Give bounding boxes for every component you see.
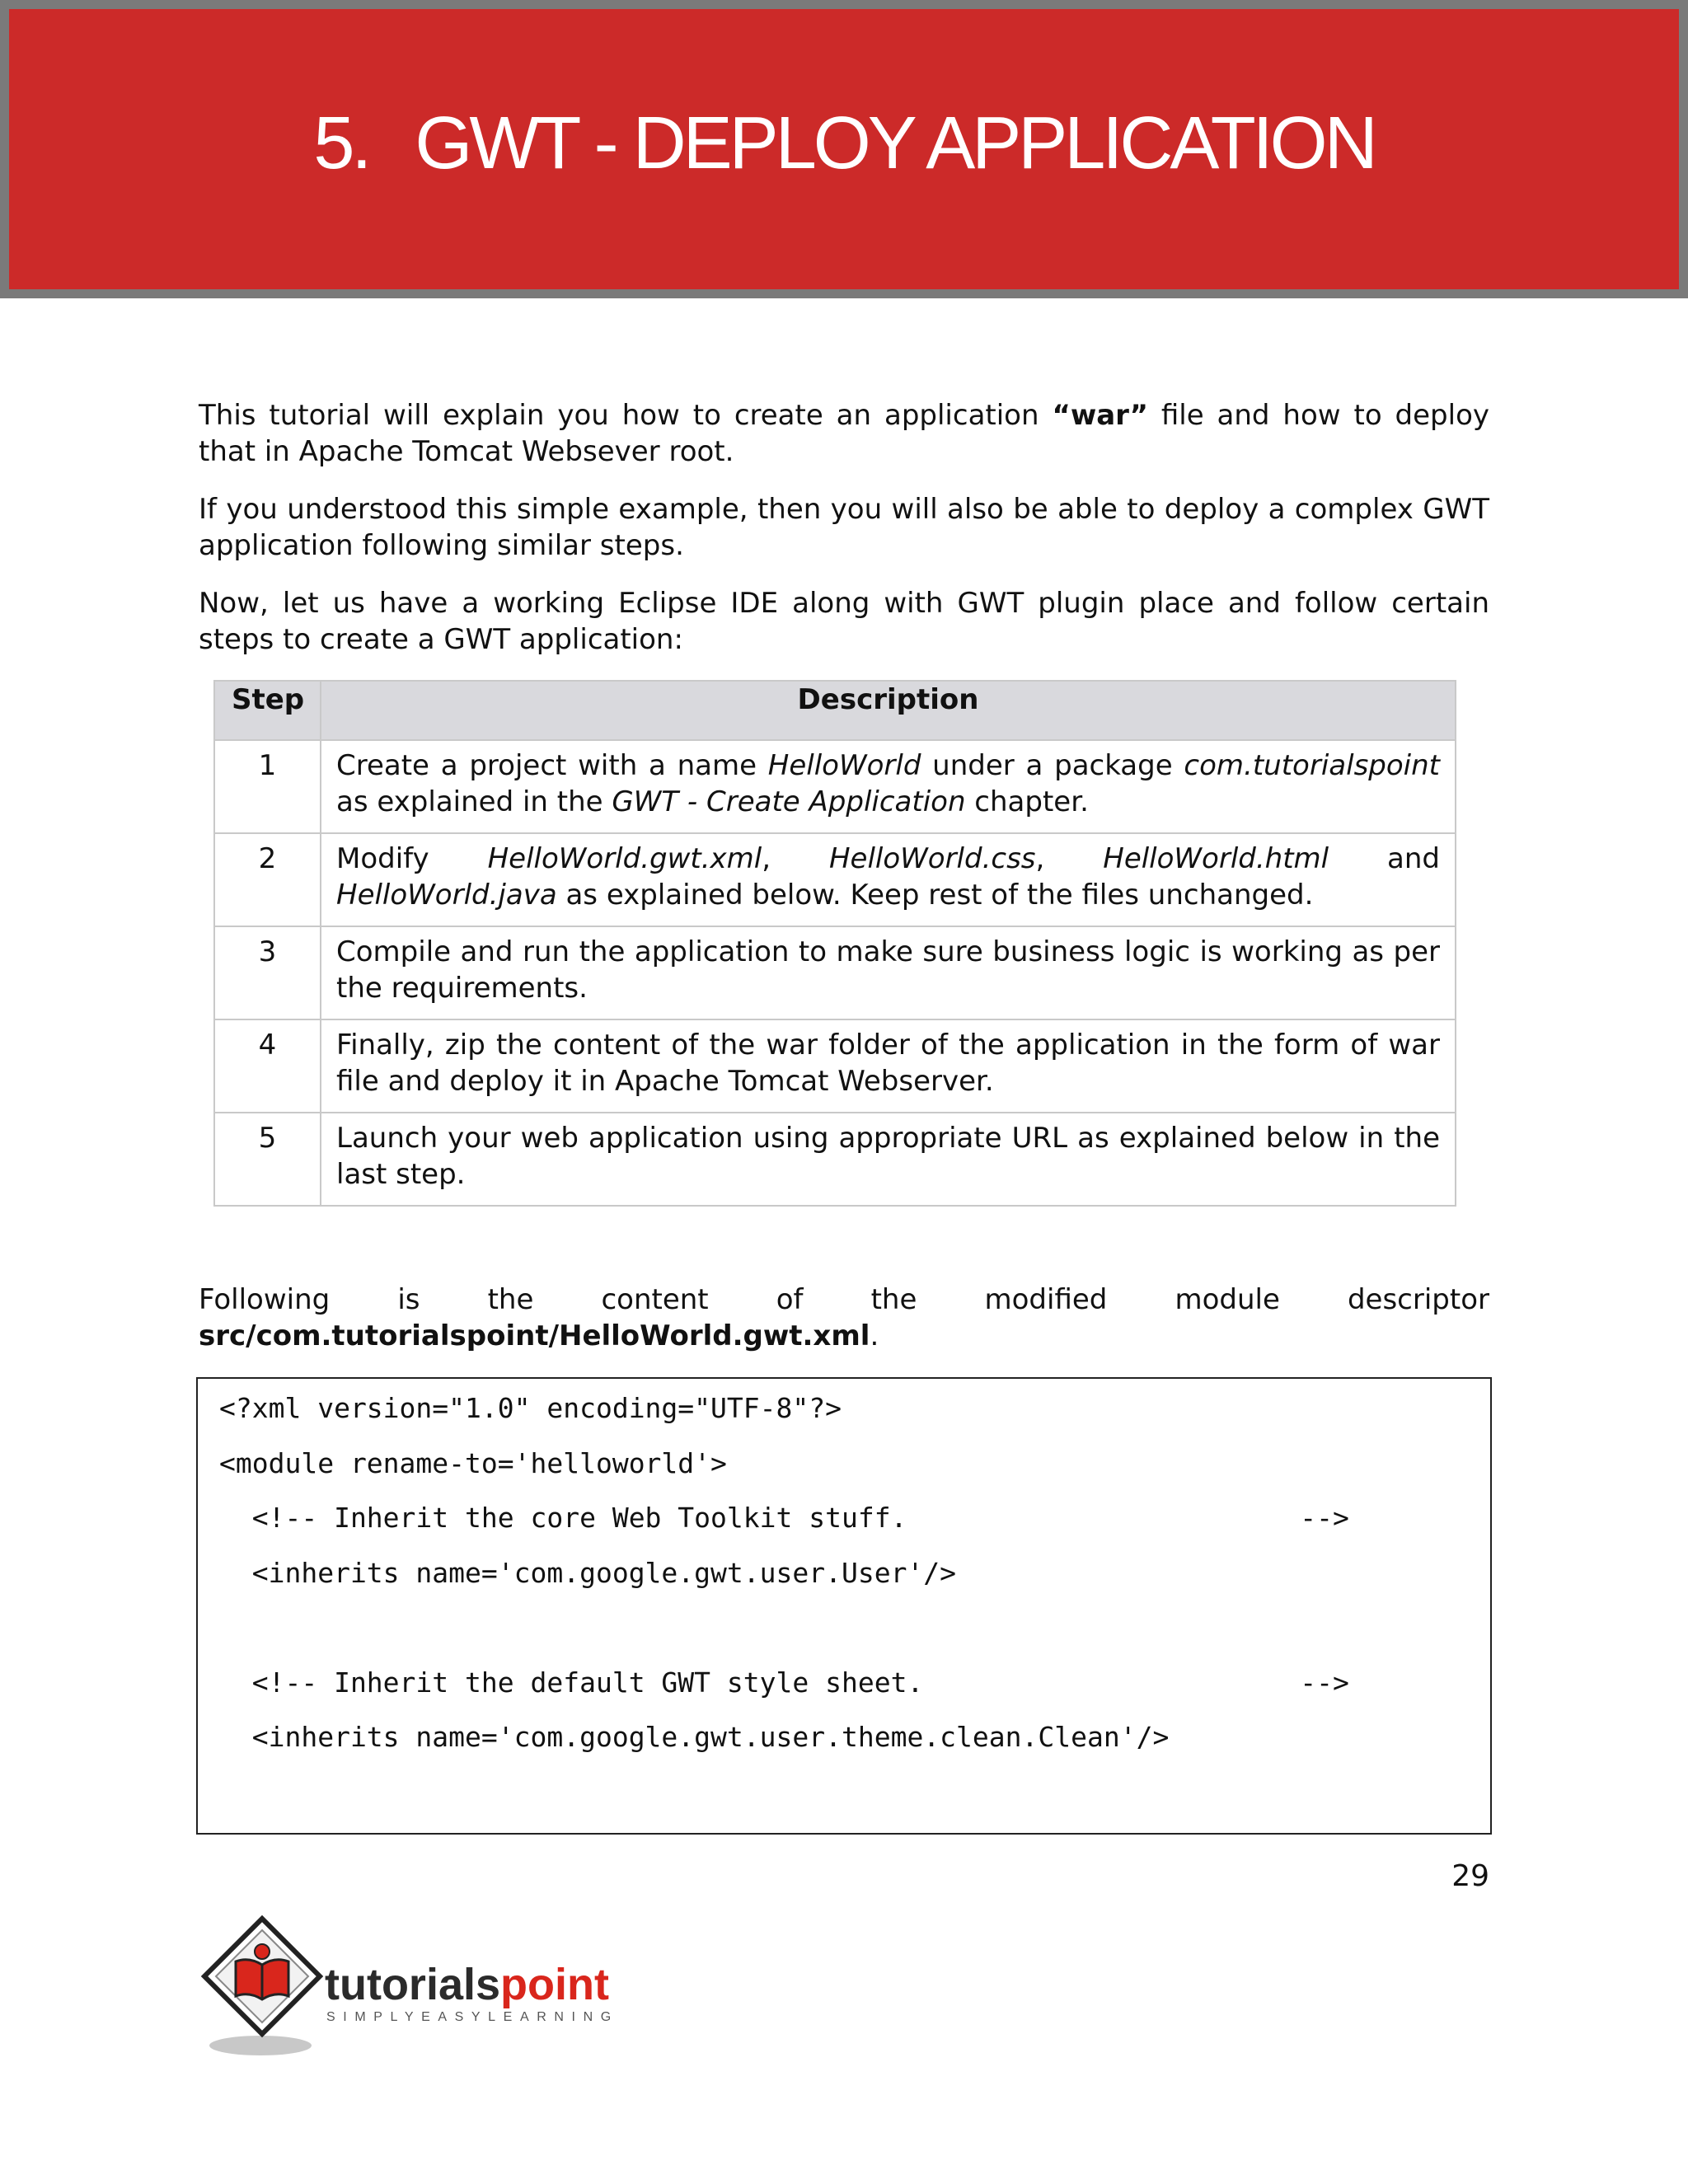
logo-shadow: [209, 2036, 312, 2055]
table-row: [214, 926, 1456, 1019]
italic-term: HelloWorld.gwt.xml: [487, 842, 762, 875]
code-line: <inherits name='com.google.gwt.user.User'/>: [219, 1556, 957, 1589]
italic-term: GWT - Create Application: [612, 785, 966, 818]
step-number: 5: [214, 1113, 321, 1206]
description-text: as explained below. Keep rest of the files unchanged.: [556, 879, 1314, 912]
step-number: 1: [214, 740, 321, 833]
step-number: 2: [214, 833, 321, 926]
description-text: ,: [762, 842, 829, 875]
chapter-title: [9, 98, 1679, 189]
war-bold-text: “war”: [1052, 399, 1148, 432]
intro-paragraph-2: If you understood this simple example, then you will also be able to deploy a complex GWT application following similar steps.: [199, 493, 1489, 562]
page-number: 29: [1451, 1859, 1489, 1893]
table-row: [214, 1019, 1456, 1113]
descriptor-path: src/com.tutorialspoint/HelloWorld.gwt.xml: [199, 1319, 870, 1352]
description-text: Launch your web application using appropriate URL as explained below in the last step.: [336, 1122, 1440, 1191]
code-line: <?xml version="1.0" encoding="UTF-8"?>: [219, 1392, 842, 1424]
description-text: Modify: [336, 842, 488, 875]
step-description: [321, 1113, 1456, 1206]
italic-term: com.tutorialspoint: [1184, 749, 1440, 782]
code-line: <module rename-to='helloworld'>: [219, 1446, 727, 1479]
code-block: [196, 1377, 1492, 1835]
description-text: Finally, zip the content of the war folder of the application in the form of war file and deploy it in Apache Tomcat Webserver.: [336, 1029, 1440, 1098]
italic-term: HelloWorld.html: [1103, 842, 1329, 875]
intro-p1-text: This tutorial will explain you how to create an application: [199, 399, 1053, 432]
steps-table: [213, 680, 1456, 1207]
description-text: as explained in the: [336, 785, 612, 818]
logo-tagline: SIMPLYEASYLEARNING: [326, 2010, 619, 2024]
intro-paragraph-3: Now, let us have a working Eclipse IDE along with GWT plugin place and follow certain steps to create a GWT application:: [199, 587, 1489, 656]
step-column-header: Step: [214, 681, 321, 740]
intro-paragraph-1: [199, 397, 1489, 470]
step-description: [321, 833, 1456, 926]
description-text: Create a project with a name: [336, 749, 768, 782]
step-number: 4: [214, 1019, 321, 1113]
italic-term: HelloWorld.css: [828, 842, 1036, 875]
description-text: under a package: [921, 749, 1184, 782]
description-text: Compile and run the application to make sure business logic is working as per the requirements.: [336, 935, 1440, 1005]
italic-term: HelloWorld.java: [336, 879, 557, 912]
descriptor-paragraph: [199, 1282, 1489, 1354]
step-description: [321, 926, 1456, 1019]
code-line: <inherits name='com.google.gwt.user.theme.clean.Clean'/>: [219, 1721, 1170, 1753]
description-text: ,: [1035, 842, 1104, 875]
table-row: [214, 1113, 1456, 1206]
descriptor-text: Following is the content of the modified module descriptor: [199, 1283, 1489, 1316]
chapter-number: 5.: [313, 102, 369, 185]
chapter-banner: [0, 0, 1688, 298]
step-description: [321, 740, 1456, 833]
table-row: [214, 740, 1456, 833]
italic-term: HelloWorld: [767, 749, 921, 782]
description-column-header: Description: [321, 681, 1456, 740]
code-line: <!-- Inherit the default GWT style sheet. -->: [219, 1666, 1349, 1699]
chapter-title-text: GWT - DEPLOY APPLICATION: [415, 102, 1375, 185]
logo-wordmark: tutorialspoint: [325, 1960, 609, 2009]
code-line: <!-- Inherit the core Web Toolkit stuff. -->: [219, 1502, 1349, 1534]
description-text: chapter.: [965, 785, 1089, 818]
table-row: [214, 833, 1456, 926]
logo-diamond-icon: [204, 1919, 320, 2034]
description-text: and: [1329, 842, 1440, 875]
step-number: 3: [214, 926, 321, 1019]
descriptor-period: .: [870, 1319, 879, 1352]
step-description: [321, 1019, 1456, 1113]
steps-table-body: [214, 740, 1456, 1206]
steps-table-header-row: [214, 681, 1456, 740]
tutorialspoint-logo: [195, 1914, 656, 2070]
intro-p1-text-end: file and how to deploy that in Apache Tomcat Websever root.: [199, 399, 1490, 468]
